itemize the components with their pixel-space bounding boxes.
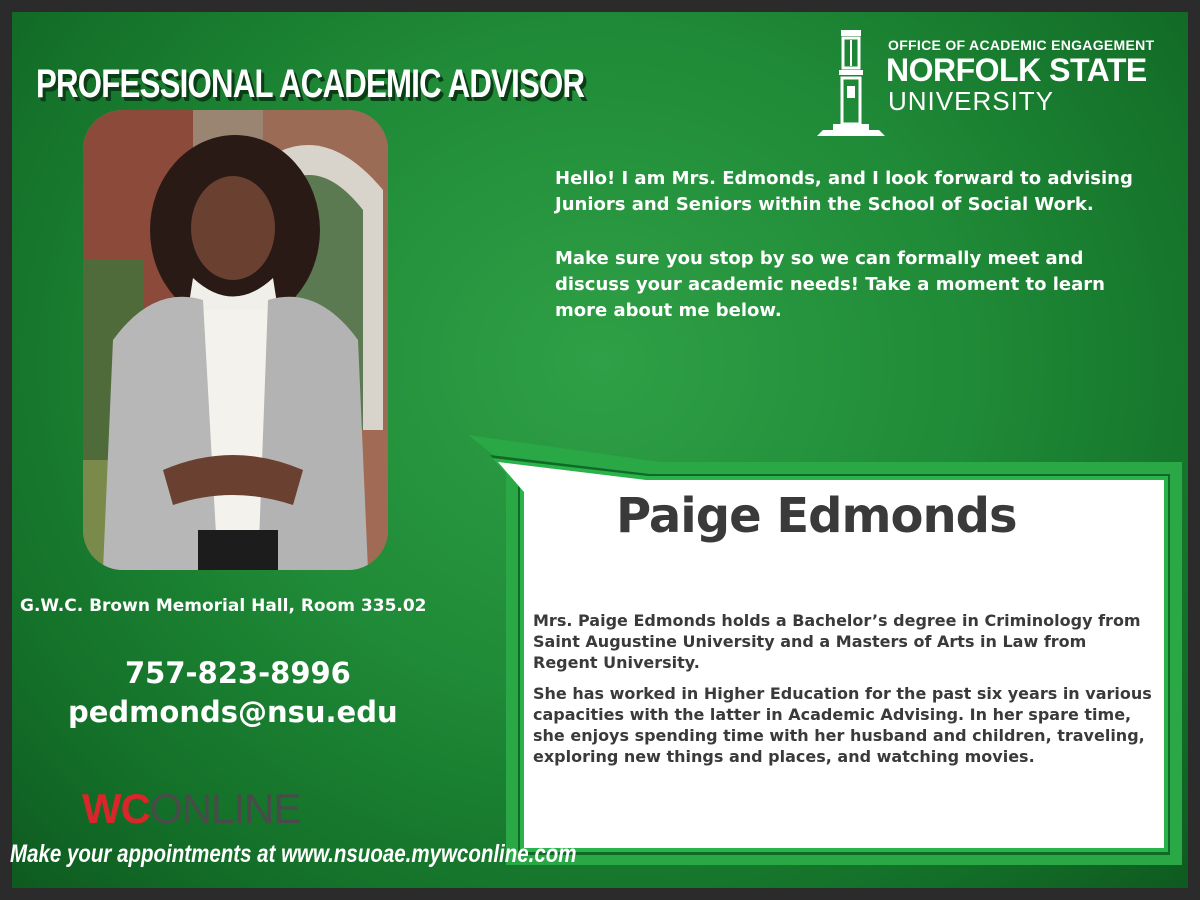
wconline-online: ONLINE — [149, 785, 301, 832]
logo-office-text: OFFICE OF ACADEMIC ENGAGEMENT — [888, 37, 1155, 53]
advisor-bio — [533, 610, 1153, 777]
office-location: G.W.C. Brown Memorial Hall, Room 335.02 — [20, 596, 427, 616]
intro-invite: Make sure you stop by so we can formally meet and discuss your academic needs! Take a moment to learn more about me below. — [555, 248, 1105, 321]
wconline-wc: WC — [82, 785, 150, 832]
phone-number: 757-823-8996 — [125, 656, 351, 690]
bio-paragraph: Mrs. Paige Edmonds holds a Bachelor’s degree in Criminology from Saint Augustine University and a Masters of Arts in Law from Regent University. — [533, 611, 1141, 672]
page-title: PROFESSIONAL ACADEMIC ADVISOR — [36, 62, 585, 106]
advisor-name: Paige Edmonds — [616, 488, 1017, 544]
email-link[interactable]: pedmonds@nsu.edu — [68, 695, 398, 729]
appointments-link[interactable]: Make your appointments at www.nsuoae.mywconline.com — [10, 840, 577, 868]
logo-university-text: UNIVERSITY — [888, 86, 1055, 116]
wconline-logo — [82, 785, 300, 833]
intro-greeting: Hello! I am Mrs. Edmonds, and I look forward to advising Juniors and Seniors within the School of Social Work. — [555, 168, 1133, 215]
bio-paragraph: She has worked in Higher Education for the past six years in various capacities with the latter in Academic Advising. In her spare time, she enjoys spending time with her husband and children, traveling, exploring new things and places, and watching movies. — [533, 684, 1152, 766]
logo-school-text: NORFOLK STATE — [886, 52, 1147, 88]
